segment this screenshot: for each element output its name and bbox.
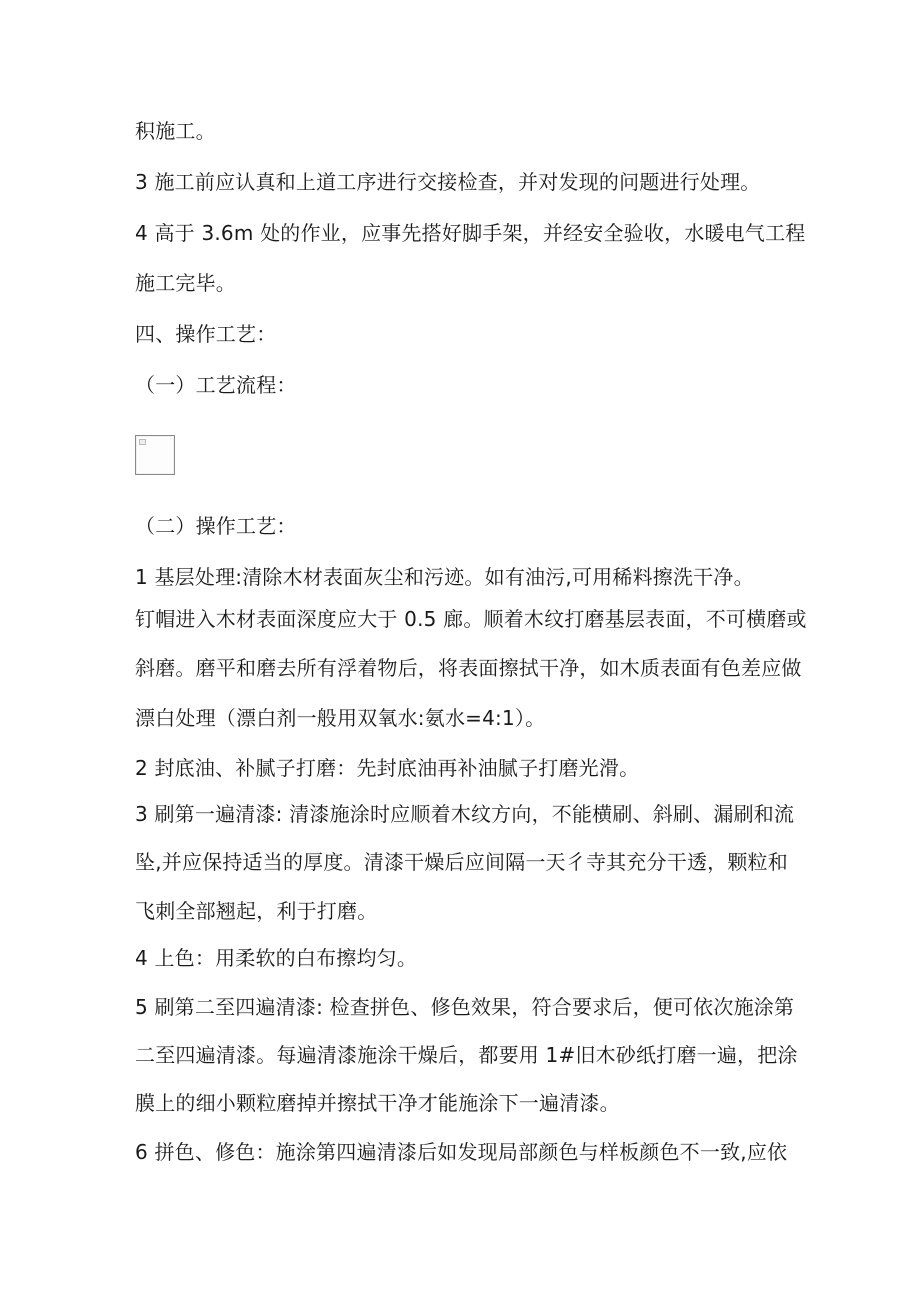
- text-line: 膜上的细小颗粒磨掉并擦拭干净才能施涂下一遍清漆。: [135, 1091, 620, 1115]
- text-line: 4 高于 3.6m 处的作业，应事先搭好脚手架，并经安全验收，水暖电气工程: [135, 221, 806, 245]
- text-line: 2 封底油、补腻子打磨：先封底油再补油腻子打磨光滑。: [135, 756, 640, 780]
- text-line: 斜磨。磨平和磨去所有浮着物后，将表面擦拭干净，如木质表面有色差应做: [135, 656, 802, 680]
- text-line: 5 刷第二至四遍清漆: 检查拼色、修色效果，符合要求后，便可依次施涂第: [135, 995, 795, 1019]
- text-line: 漂白处理（漂白剂一般用双氧水:氨水=4:1）。: [135, 706, 546, 730]
- broken-image-icon: [135, 435, 175, 475]
- text-line: 3 刷第一遍清漆: 清漆施涂时应顺着木纹方向，不能横刷、斜刷、漏刷和流: [135, 802, 795, 826]
- text-line: 1 基层处理:清除木材表面灰尘和污迹。如有油污,可用稀料擦洗干净。: [135, 565, 754, 589]
- text-line: 4 上色：用柔软的白布擦均匀。: [135, 946, 418, 970]
- section-heading: 四、操作工艺：: [135, 322, 277, 346]
- text-line: 飞刺全部翘起，利于打磨。: [135, 899, 378, 923]
- subsection-heading: （一）工艺流程：: [135, 373, 297, 397]
- text-line: 积施工。: [135, 119, 216, 143]
- text-line: 坠,并应保持适当的厚度。清漆干燥后应间隔一天彳寺其充分干透，颗粒和: [135, 850, 788, 874]
- text-line: 施工完毕。: [135, 271, 236, 295]
- text-line: 二至四遍清漆。每遍清漆施涂干燥后，都要用 1#旧木砂纸打磨一遍，把涂: [135, 1043, 798, 1067]
- text-line: 3 施工前应认真和上道工序进行交接检查，并对发现的问题进行处理。: [135, 170, 761, 194]
- text-line: 钉帽进入木材表面深度应大于 0.5 廊。顺着木纹打磨基层表面，不可横磨或: [135, 607, 807, 631]
- subsection-heading: （二）操作工艺：: [135, 514, 297, 538]
- text-line: 6 拼色、修色：施涂第四遍清漆后如发现局部颜色与样板颜色不一致,应依: [135, 1140, 788, 1164]
